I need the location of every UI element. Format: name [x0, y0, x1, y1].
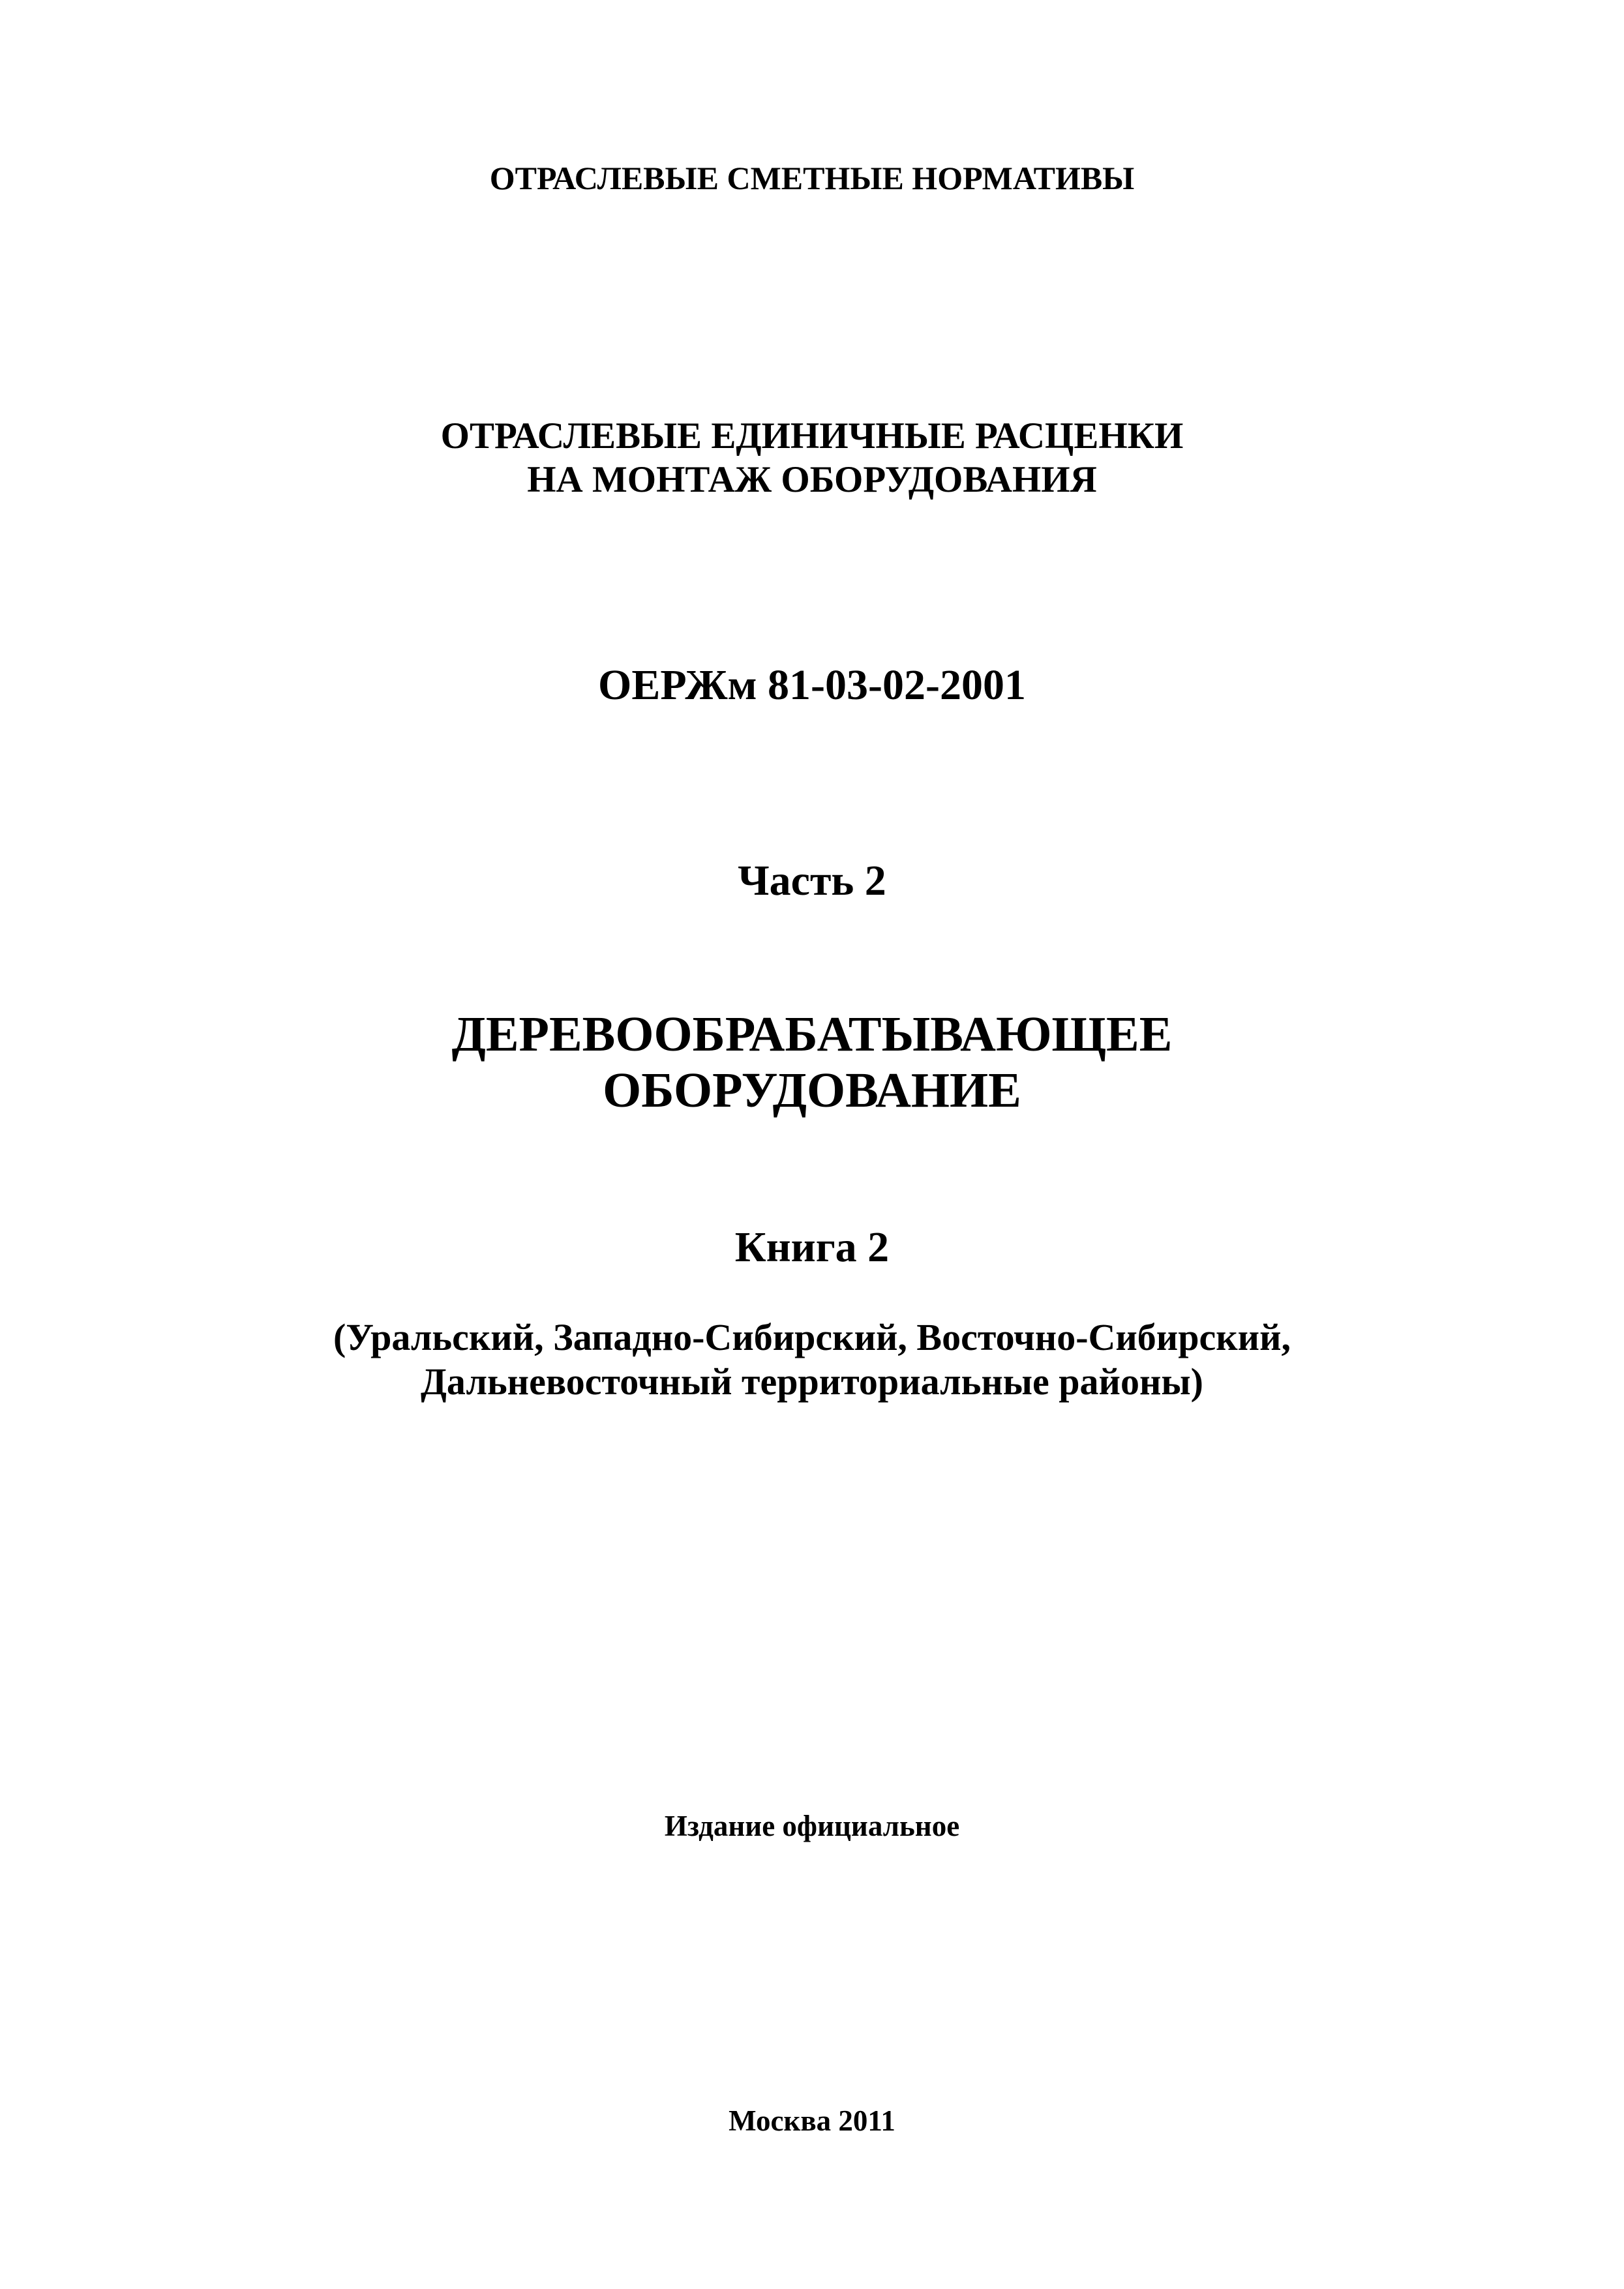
document-regions-line-1: (Уральский, Западно-Сибирский, Восточно-Сибирский,	[333, 1316, 1291, 1358]
document-title-line-2: НА МОНТАЖ ОБОРУДОВАНИЯ	[527, 459, 1097, 500]
document-edition: Издание официальное	[664, 1810, 960, 1842]
document-subject-line-1: ДЕРЕВООБРАБАТЫВАЮЩЕЕ	[451, 1007, 1173, 1062]
document-regions-line-2: Дальневосточный территориальные районы)	[421, 1360, 1203, 1403]
document-code: ОЕРЖм 81-03-02-2001	[597, 661, 1026, 709]
document-book: Книга 2	[734, 1223, 890, 1271]
document-title-line-1: ОТРАСЛЕВЫЕ ЕДИНИЧНЫЕ РАСЦЕНКИ	[440, 415, 1184, 456]
document-city-year: Москва 2011	[729, 2104, 895, 2137]
document-part: Часть 2	[738, 857, 886, 905]
document-subject-line-2: ОБОРУДОВАНИЕ	[603, 1063, 1021, 1118]
document-series: ОТРАСЛЕВЫЕ СМЕТНЫЕ НОРМАТИВЫ	[489, 160, 1135, 196]
